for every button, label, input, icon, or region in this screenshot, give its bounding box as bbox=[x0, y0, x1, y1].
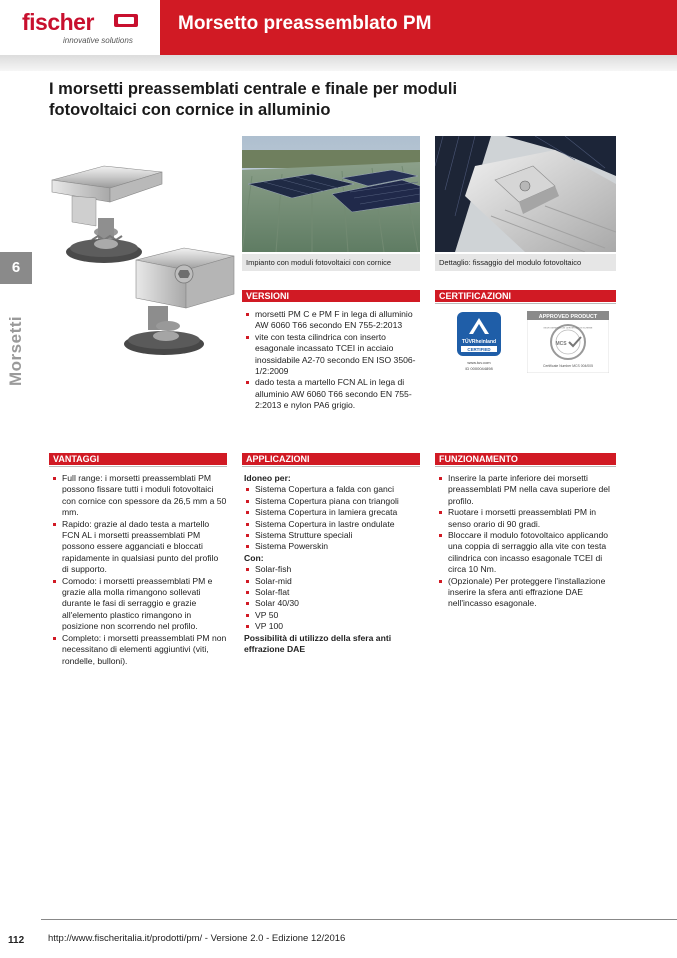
list-item: dado testa a martello FCN AL in lega di alluminio AW 6060 T66 secondo EN 755-2:2013 e nylon PA6 grigio. bbox=[244, 377, 420, 411]
tuv-id: ID 0000044898 bbox=[465, 366, 493, 371]
product-image bbox=[44, 148, 236, 358]
list-item: Full range: i morsetti preassemblati PM possono fissare tutti i moduli fotovoltaici con cornice con spessore da 26,5 mm a 50 mm. bbox=[51, 473, 227, 519]
list-item: Solar-fish bbox=[244, 564, 420, 575]
tuv-url: www.tuv.com bbox=[467, 360, 491, 365]
list-item: Bloccare il modulo fotovoltaico applicando una coppia di serraggio alla vite con testa cilindrica con incasso esagonale TCEI di circa 10 Nm. bbox=[437, 530, 614, 576]
section-header-vantaggi: VANTAGGI bbox=[49, 453, 227, 465]
tuv-name: TÜVRheinland bbox=[461, 339, 497, 345]
list-item: Inserire la parte inferiore dei morsetti preassemblati PM nella cava superiore del profilo. bbox=[437, 473, 614, 507]
list-item: Solar-flat bbox=[244, 587, 420, 598]
list-item: Sistema Strutture speciali bbox=[244, 530, 420, 541]
list-item: Solar 40/30 bbox=[244, 598, 420, 609]
section-divider bbox=[242, 466, 420, 467]
section-divider bbox=[435, 466, 616, 467]
list-item: Sistema Copertura piana con triangoli bbox=[244, 496, 420, 507]
brand-logo: fischer bbox=[22, 9, 94, 35]
list-item: Rapido: grazie al dado testa a martello FCN AL i morsetti preassemblati PM possono essere agganciati e bloccati rapidamente in qualsiasi punto del profilo di supporto. bbox=[51, 519, 227, 576]
list-heading: Idoneo per: bbox=[244, 473, 291, 483]
list-item: morsetti PM C e PM F in lega di alluminio AW 6060 T66 secondo EN 755-2:2013 bbox=[244, 309, 420, 332]
list-item: VP 100 bbox=[244, 621, 420, 632]
brand-area bbox=[0, 0, 160, 55]
section-divider bbox=[49, 466, 227, 467]
header-bar bbox=[160, 0, 677, 55]
list-item: VP 50 bbox=[244, 610, 420, 621]
mcs-mark: MCS bbox=[555, 341, 567, 347]
funzionamento-list bbox=[437, 473, 614, 610]
list-item: Sistema Powerskin bbox=[244, 541, 420, 552]
section-header-funzionamento: FUNZIONAMENTO bbox=[435, 453, 616, 465]
section-header-versioni: VERSIONI bbox=[242, 290, 420, 302]
mcs-certificate-number: Certificate Number MCS 004/005 bbox=[543, 364, 593, 368]
versioni-list bbox=[244, 309, 420, 412]
list-item: vite con testa cilindrica con inserto esagonale incassato TCEI in acciaio inossidabile A2-70 secondo EN ISO 3506-1/2:2009 bbox=[244, 332, 420, 378]
photo-pv-plant bbox=[242, 136, 420, 252]
chapter-label: Morsetti bbox=[6, 315, 25, 386]
list-item: Solar-mid bbox=[244, 576, 420, 587]
mcs-approved-label: APPROVED PRODUCT bbox=[538, 314, 598, 320]
brand-tagline: innovative solutions bbox=[63, 36, 133, 45]
page-title: Morsetto preassemblato PM bbox=[178, 13, 432, 34]
vantaggi-list bbox=[51, 473, 227, 667]
main-heading: I morsetti preassemblati centrale e finale per moduli fotovoltaici con cornice in alluminio bbox=[49, 80, 458, 119]
list-item: Ruotare i morsetti preassemblati PM in senso orario di 90 gradi. bbox=[437, 507, 614, 530]
mcs-certification-logo bbox=[527, 311, 609, 373]
mcs-ring-text: MICROGENERATION CERTIFICATION SCHEME bbox=[543, 327, 593, 330]
page-number: 112 bbox=[8, 935, 25, 946]
list-item: (Opzionale) Per proteggere l'installazione inserire la sfera anti effrazione DAE nell'incasso esagonale. bbox=[437, 576, 614, 610]
tuv-certification-logo bbox=[455, 310, 507, 374]
section-divider bbox=[435, 303, 616, 304]
section-header-applicazioni: APPLICAZIONI bbox=[242, 453, 420, 465]
tuv-certified-label: CERTIFIED bbox=[467, 347, 491, 352]
header-band bbox=[0, 55, 677, 71]
brand-badge-icon bbox=[114, 14, 138, 27]
footer-url[interactable]: http://www.fischeritalia.it/prodotti/pm/ - Versione 2.0 - Edizione 12/2016 bbox=[48, 933, 346, 944]
photo-caption-detail: Dettaglio: fissaggio del modulo fotovoltaico bbox=[435, 254, 616, 271]
list-item: Sistema Copertura a falda con ganci bbox=[244, 484, 420, 495]
list-item: Completo: i morsetti preassemblati PM non necessitano di elementi aggiuntivi (viti, rondelle, bulloni). bbox=[51, 633, 227, 667]
list-item: Sistema Copertura in lamiera grecata bbox=[244, 507, 420, 518]
list-item: Comodo: i morsetti preassemblati PM e grazie alla molla rimangono sollevati durante le fasi di serraggio e grazie all'elemento plastico rimangono in posizione non scorrendo nel profilo. bbox=[51, 576, 227, 633]
chapter-number: 6 bbox=[0, 252, 32, 284]
applicazioni-list bbox=[244, 473, 420, 656]
list-item: Sistema Copertura in lastre ondulate bbox=[244, 519, 420, 530]
photo-caption-plant: Impianto con moduli fotovoltaici con cornice bbox=[242, 254, 420, 271]
list-heading: Con: bbox=[244, 552, 264, 563]
photo-mounting-detail bbox=[435, 136, 616, 252]
footer-divider bbox=[41, 919, 677, 920]
list-note: Possibilità di utilizzo della sfera anti effrazione DAE bbox=[244, 632, 392, 655]
section-header-certificazioni: CERTIFICAZIONI bbox=[435, 290, 616, 302]
